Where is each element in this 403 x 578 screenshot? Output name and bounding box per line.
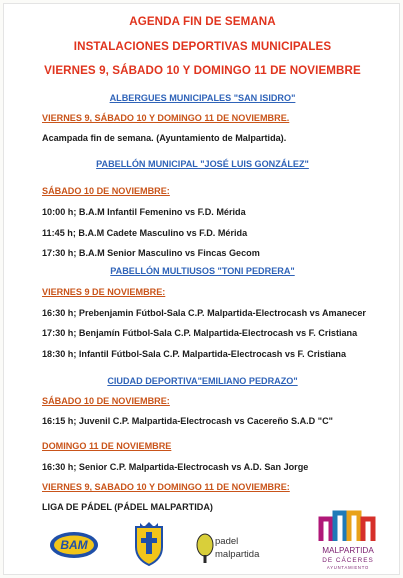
town-logo-text: MALPARTIDA: [322, 546, 374, 555]
event-line: 16:30 h; Prebenjamin Fútbol-Sala C.P. Malpartida-Electrocash vs Amanecer: [42, 308, 366, 318]
venue-pabellon-municipal: PABELLÓN MUNICIPAL "JOSÉ LUIS GONZÁLEZ": [96, 159, 309, 169]
poster-subtitle: INSTALACIONES DEPORTIVAS MUNICIPALES: [73, 40, 332, 53]
agenda-poster: [3, 3, 400, 575]
padel-logo-subtext: malpartida: [215, 549, 260, 560]
event-line: 11:45 h; B.A.M Cadete Masculino vs F.D. Mérida: [42, 228, 248, 238]
poster-title: AGENDA FIN DE SEMANA: [129, 15, 276, 28]
event-line: 10:00 h; B.A.M Infantil Femenino vs F.D. Mérida: [42, 207, 246, 217]
club-crest-logo: [132, 519, 166, 567]
date-pabellon: SÁBADO 10 DE NOVIEMBRE:: [42, 186, 170, 196]
event-line: 16:15 h; Juvenil C.P. Malpartida-Electrocash vs Cacereño S.A.D "C": [42, 416, 333, 426]
town-logo-caption: AYUNTAMIENTO: [326, 565, 370, 570]
event-line: 17:30 h; Benjamín Fútbol-Sala C.P. Malpartida-Electrocash vs F. Cristiana: [42, 328, 358, 338]
town-logo-subtext: DE CÁCERES: [322, 557, 374, 564]
venue-pabellon-multiusos: PABELLÓN MULTIUSOS "TONI PEDRERA": [110, 266, 295, 276]
date-multiusos: VIERNES 9 DE NOVIEMBRE:: [42, 287, 166, 297]
venue-ciudad-deportiva: CIUDAD DEPORTIVA"EMILIANO PEDRAZO": [107, 376, 298, 386]
venue-albergues: ALBERGUES MUNICIPALES "SAN ISIDRO": [109, 93, 296, 103]
poster-dates: VIERNES 9, SÁBADO 10 Y DOMINGO 11 DE NOVIEMBRE: [44, 64, 361, 77]
bam-logo: [48, 528, 100, 562]
date-albergues: VIERNES 9, SÁBADO 10 Y DOMINGO 11 DE NOVIEMBRE.: [42, 113, 290, 123]
padel-malpartida-logo: [195, 530, 267, 564]
event-line: Acampada fin de semana. (Ayuntamiento de Malpartida).: [42, 133, 287, 143]
date-ciudad-domingo: DOMINGO 11 DE NOVIEMBRE: [42, 441, 172, 451]
date-ciudad-fin-de-semana: VIERNES 9, SABADO 10 Y DOMINGO 11 DE NOVIEMBRE:: [42, 482, 290, 492]
event-line: 17:30 h; B.A.M Senior Masculino vs Fincas Gecom: [42, 248, 260, 258]
ayuntamiento-malpartida-logo: [309, 509, 387, 571]
bam-logo-text: BAM: [60, 538, 88, 552]
event-line: 18:30 h; Infantil Fútbol-Sala C.P. Malpartida-Electrocash vs F. Cristiana: [42, 349, 347, 359]
event-line: LIGA DE PÁDEL (PÁDEL MALPARTIDA): [42, 502, 213, 512]
event-line: 16:30 h; Senior C.P. Malpartida-Electrocash vs A.D. San Jorge: [42, 462, 309, 472]
date-ciudad-sabado: SÁBADO 10 DE NOVIEMBRE:: [42, 396, 170, 406]
padel-logo-text: padel: [215, 536, 239, 547]
